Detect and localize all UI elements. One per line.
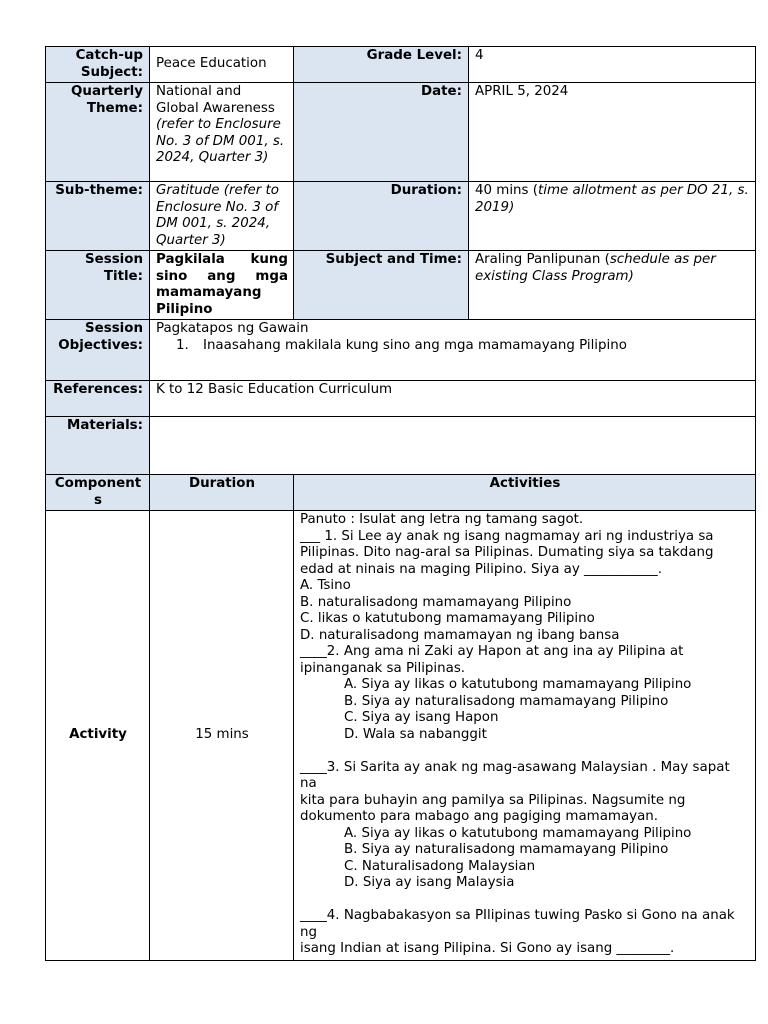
grade-level-value: 4 (469, 47, 756, 83)
duration-label: Duration: (294, 182, 469, 251)
lesson-plan-table (45, 46, 756, 961)
activity-line: C. Siya ay isang Hapon (344, 710, 499, 725)
duration-header: Duration (150, 475, 294, 511)
objective-item (156, 338, 750, 355)
activity-component: Activity (46, 511, 150, 961)
session-objectives-cell (150, 320, 756, 381)
subject-time-label: Subject and Time: (294, 251, 469, 320)
activity-line: isang Indian at isang Pilipina. Si Gono ay isang ________. (300, 941, 675, 956)
duration-cell (469, 182, 756, 251)
row-catchup-subject (46, 47, 756, 83)
activity-line: B. Siya ay naturalisadong mamamayang Pilipino (344, 693, 669, 709)
catchup-subject-value: Peace Education (150, 47, 294, 83)
row-column-headers (46, 475, 756, 511)
activity-line: A. Siya ay likas o katutubong mamamayang Pilipino (344, 677, 692, 692)
references-value: K to 12 Basic Education Curriculum (150, 381, 756, 417)
activity-content (294, 511, 756, 961)
session-objectives-label: Session Objectives: (46, 320, 150, 381)
quarterly-theme-note: (refer to Enclosure No. 3 of DM 001, s. 2024, Quarter 3) (156, 117, 285, 165)
subject-time-value: Araling Panlipunan ( (475, 252, 610, 267)
session-title-label: Session Title: (46, 251, 150, 320)
session-title-line: Pagkilala kung (156, 252, 288, 267)
activity-line (300, 743, 750, 760)
row-quarterly-theme (46, 83, 756, 182)
row-references (46, 381, 756, 417)
date-value: APRIL 5, 2024 (469, 83, 756, 182)
activity-duration: 15 mins (150, 511, 294, 961)
lesson-plan-document (45, 46, 755, 961)
session-title-line: sino ang mga (156, 268, 288, 284)
activity-line: A. Siya ay likas o katutubong mamamayang Pilipino (344, 825, 692, 841)
row-materials (46, 417, 756, 475)
activity-line: D. Wala sa nabanggit (344, 726, 487, 742)
session-title-value (150, 251, 294, 320)
subject-time-cell (469, 251, 756, 320)
row-session-title (46, 251, 756, 320)
catchup-subject-label: Catch-up Subject: (46, 47, 150, 83)
references-label: References: (46, 381, 150, 417)
duration-note: time allotment as per DO 21, s. 2019) (475, 183, 749, 215)
activity-line (300, 892, 750, 909)
subject-time-note: schedule as per existing Class Program) (475, 252, 716, 284)
row-subtheme (46, 182, 756, 251)
objective-text: Inaasahang makilala kung sino ang mga mamamayang Pilipino (203, 337, 627, 353)
activity-line: B. naturalisadong mamamayang Pilipino (300, 594, 572, 610)
quarterly-theme-cell (150, 83, 294, 182)
activity-line: D. Siya ay isang Malaysia (344, 875, 515, 890)
date-label: Date: (294, 83, 469, 182)
activity-line: ___ 1. Si Lee ay anak ng isang nagmamay ari ng industriya sa Pilipinas. Dito nag-aral sa Pilipinas. Dumating siya sa takdang edad at ninais na maging Pilipino. Siya ay ___________. (300, 528, 714, 577)
activity-line: A. Tsino (300, 578, 351, 593)
grade-level-label: Grade Level: (294, 47, 469, 83)
row-activity (46, 511, 756, 961)
activity-line: C. likas o katutubong mamamayang Pilipino (300, 611, 595, 626)
components-header: Components (46, 475, 150, 511)
activity-line: ____3. Si Sarita ay anak ng mag-asawang Malaysian . May sapat na (300, 759, 730, 791)
subtheme-value: Gratitude (refer to Enclosure No. 3 of DM 001, s. 2024, Quarter 3) (150, 182, 294, 251)
session-title-line: Pilipino (156, 301, 213, 317)
activity-line: C. Naturalisadong Malaysian (344, 858, 536, 874)
duration-value: 40 mins ( (475, 183, 539, 198)
quarterly-theme-label: Quarterly Theme: (46, 83, 150, 182)
activity-line: B. Siya ay naturalisadong mamamayang Pilipino (344, 842, 669, 857)
activity-line: ____2. Ang ama ni Zaki ay Hapon at ang ina ay Pilipina at ipinanganak sa Pilipinas. (300, 644, 684, 676)
row-session-objectives (46, 320, 756, 381)
activity-line: kita para buhayin ang pamilya sa Pilipinas. Nagsumite ng dokumento para mabago ang pagiging mamamayan. (300, 792, 686, 824)
activity-line: D. naturalisadong mamamayan ng ibang bansa (300, 627, 620, 643)
session-title-line: mamamayang (156, 285, 262, 300)
materials-value (150, 417, 756, 475)
activity-line: Panuto : Isulat ang letra ng tamang sagot. (300, 512, 584, 527)
subtheme-label: Sub-theme: (46, 182, 150, 251)
objectives-intro: Pagkatapos ng Gawain (156, 321, 309, 336)
activity-line: ____4. Nagbabakasyon sa PIlipinas tuwing Pasko si Gono na anak ng (300, 908, 735, 940)
quarterly-theme-value: National and Global Awareness (156, 84, 275, 116)
objective-number: 1. (176, 337, 189, 353)
materials-label: Materials: (46, 417, 150, 475)
activities-header: Activities (294, 475, 756, 511)
